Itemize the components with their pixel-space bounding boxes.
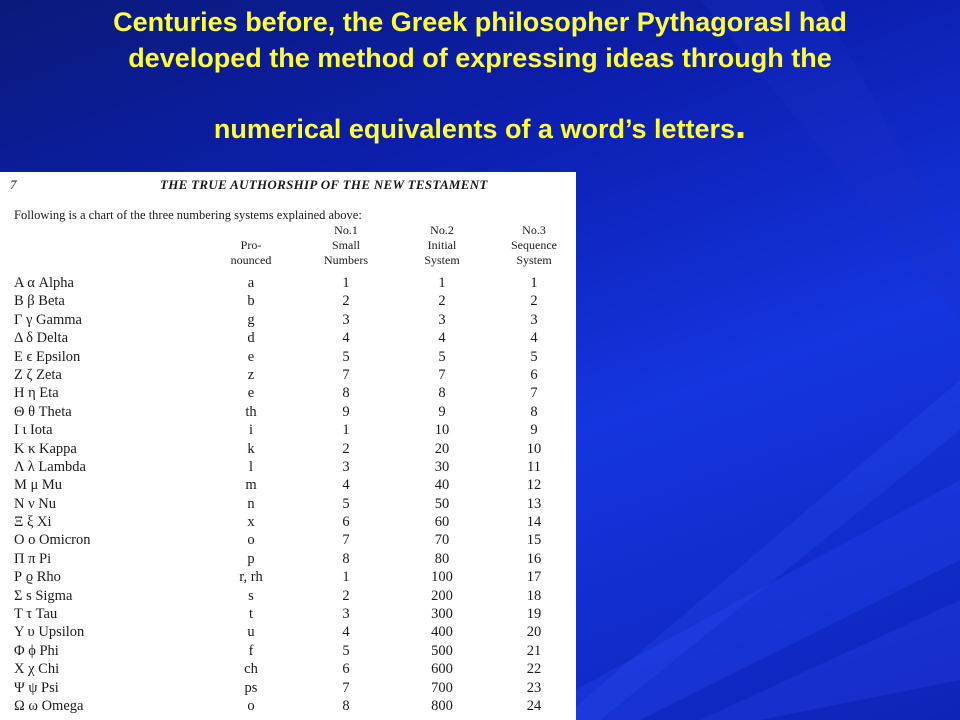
initial-system-cell: 8 <box>438 385 446 402</box>
pronounced-cell: b <box>247 293 255 310</box>
pronounced-cell: x <box>247 514 255 531</box>
pronounced-cell: s <box>248 587 254 604</box>
small-number-cell: 4 <box>342 330 350 347</box>
sequence-system-cell: 7 <box>530 385 538 402</box>
table-row <box>0 623 576 641</box>
small-number-cell: 2 <box>342 293 350 310</box>
pronounced-cell: o <box>247 697 255 714</box>
letter-name: Ο ο Omicron <box>14 532 91 549</box>
sequence-system-cell: 21 <box>526 642 542 659</box>
col-no3-line-1: No.3 <box>522 223 546 237</box>
page-number: 7 <box>10 177 17 192</box>
sequence-system-cell: 8 <box>530 403 538 420</box>
title-line-1: Centuries before, the Greek philosopher Pythagorasl had <box>113 7 847 37</box>
initial-system-cell: 5 <box>438 348 446 365</box>
column-header-no3 <box>489 223 576 268</box>
table-row <box>0 384 576 402</box>
pronounced-cell: z <box>247 366 255 383</box>
letter-name: Χ χ Chi <box>14 661 60 678</box>
small-number-cell: 7 <box>342 366 350 383</box>
sequence-system-cell: 9 <box>530 422 538 439</box>
letter-name: Γ γ Gamma <box>14 311 82 328</box>
initial-system-cell: 700 <box>431 679 453 696</box>
letter-name: Κ κ Kappa <box>14 440 77 457</box>
col-pronounced-line-1: Pro- <box>240 238 262 252</box>
letter-name: Τ τ Tau <box>14 606 58 623</box>
initial-system-cell: 60 <box>434 514 450 531</box>
pronounced-cell: f <box>248 642 254 659</box>
letter-name: Ι ι Iota <box>14 422 53 439</box>
pronounced-cell: ch <box>244 661 258 678</box>
pronounced-cell: t <box>248 606 254 623</box>
running-head: THE TRUE AUTHORSHIP OF THE NEW TESTAMENT <box>160 177 488 192</box>
initial-system-cell: 50 <box>434 495 450 512</box>
table-row <box>0 311 576 329</box>
table-row <box>0 660 576 678</box>
letter-name: Σ s Sigma <box>14 587 73 604</box>
small-number-cell: 8 <box>342 385 350 402</box>
initial-system-cell: 30 <box>434 458 450 475</box>
sequence-system-cell: 16 <box>526 550 542 567</box>
column-header-no1 <box>301 223 391 268</box>
column-header-pronounced <box>206 238 296 268</box>
table-row <box>0 366 576 384</box>
title-line-3-text: numerical equivalents of a word’s letters <box>213 114 736 144</box>
pronounced-cell: e <box>247 385 255 402</box>
table-row <box>0 531 576 549</box>
small-number-cell: 1 <box>342 569 350 586</box>
pronounced-cell: g <box>247 311 255 328</box>
numbering-table <box>0 274 576 715</box>
pronounced-cell: o <box>247 532 255 549</box>
small-number-cell: 6 <box>342 514 350 531</box>
initial-system-cell: 80 <box>434 550 450 567</box>
sequence-system-cell: 5 <box>530 348 538 365</box>
sequence-system-cell: 15 <box>526 532 542 549</box>
small-number-cell: 7 <box>342 532 350 549</box>
sequence-system-cell: 3 <box>530 311 538 328</box>
sequence-system-cell: 23 <box>526 679 542 696</box>
letter-name: Μ μ Mu <box>14 477 63 494</box>
col-no1-line-2: Small <box>331 238 360 252</box>
col-no1-line-1: No.1 <box>334 223 358 237</box>
letter-name: Θ θ Theta <box>14 403 72 420</box>
letter-name: Η η Eta <box>14 385 59 402</box>
col-no2-line-2: Initial <box>427 238 457 252</box>
pronounced-cell: i <box>248 422 254 439</box>
letter-name: Ρ ϱ Rho <box>14 569 61 586</box>
sequence-system-cell: 22 <box>526 661 542 678</box>
letter-name: Ψ ψ Psi <box>14 679 59 696</box>
sequence-system-cell: 10 <box>526 440 542 457</box>
table-row <box>0 440 576 458</box>
pronounced-cell: m <box>245 477 257 494</box>
pronounced-cell: l <box>248 458 254 475</box>
small-number-cell: 9 <box>342 403 350 420</box>
initial-system-cell: 800 <box>431 697 453 714</box>
initial-system-cell: 1 <box>438 275 446 291</box>
small-number-cell: 1 <box>342 422 350 439</box>
sequence-system-cell: 1 <box>530 275 538 291</box>
table-row <box>0 605 576 623</box>
letter-name: Ζ ζ Zeta <box>14 366 62 383</box>
letter-name: Α α Alpha <box>14 275 74 291</box>
initial-system-cell: 400 <box>431 624 453 641</box>
initial-system-cell: 7 <box>438 366 446 383</box>
sequence-system-cell: 24 <box>526 697 542 714</box>
sequence-system-cell: 12 <box>526 477 542 494</box>
table-row <box>0 274 576 292</box>
sequence-system-cell: 14 <box>526 514 542 531</box>
pronounced-cell: p <box>247 550 255 567</box>
initial-system-cell: 500 <box>431 642 453 659</box>
small-number-cell: 7 <box>342 679 350 696</box>
table-row <box>0 587 576 605</box>
sequence-system-cell: 6 <box>530 366 538 383</box>
pronounced-cell: u <box>247 624 255 641</box>
table-row <box>0 292 576 310</box>
col-no3-line-2: Sequence <box>511 238 557 252</box>
pronounced-cell: n <box>247 495 255 512</box>
scanned-book-page <box>0 172 576 720</box>
small-number-cell: 5 <box>342 495 350 512</box>
small-number-cell: 1 <box>342 275 350 291</box>
initial-system-cell: 2 <box>438 293 446 310</box>
column-header-no2 <box>397 223 487 268</box>
table-row <box>0 348 576 366</box>
col-pronounced-line-2: nounced <box>230 253 272 267</box>
initial-system-cell: 4 <box>438 330 446 347</box>
initial-system-cell: 300 <box>431 606 453 623</box>
letter-name: Λ λ Lambda <box>14 458 86 475</box>
title-line-3 <box>0 103 960 147</box>
pronounced-cell: e <box>247 348 255 365</box>
pronounced-cell: d <box>247 330 255 347</box>
small-number-cell: 6 <box>342 661 350 678</box>
table-row <box>0 421 576 439</box>
initial-system-cell: 20 <box>434 440 450 457</box>
initial-system-cell: 100 <box>431 569 453 586</box>
initial-system-cell: 40 <box>434 477 450 494</box>
table-row <box>0 329 576 347</box>
table-row <box>0 550 576 568</box>
initial-system-cell: 10 <box>434 422 450 439</box>
small-number-cell: 3 <box>342 458 350 475</box>
small-number-cell: 4 <box>342 624 350 641</box>
small-number-cell: 4 <box>342 477 350 494</box>
letter-name: Ξ ξ Xi <box>14 514 52 531</box>
table-row <box>0 495 576 513</box>
pronounced-cell: a <box>247 275 255 291</box>
initial-system-cell: 9 <box>438 403 446 420</box>
small-number-cell: 5 <box>342 642 350 659</box>
sequence-system-cell: 2 <box>530 293 538 310</box>
sequence-system-cell: 20 <box>526 624 542 641</box>
letter-name: Φ ϕ Phi <box>14 642 59 659</box>
letter-name: Ω ω Omega <box>14 697 84 714</box>
sequence-system-cell: 4 <box>530 330 538 347</box>
pronounced-cell: th <box>245 403 257 420</box>
small-number-cell: 3 <box>342 311 350 328</box>
initial-system-cell: 3 <box>438 311 446 328</box>
pronounced-cell: k <box>247 440 255 457</box>
table-row <box>0 679 576 697</box>
col-no2-line-1: No.2 <box>430 223 454 237</box>
pronounced-cell: r, rh <box>239 569 263 586</box>
table-row <box>0 458 576 476</box>
table-row <box>0 513 576 531</box>
initial-system-cell: 200 <box>431 587 453 604</box>
letter-name: Ν ν Nu <box>14 495 56 512</box>
sequence-system-cell: 11 <box>527 458 541 475</box>
sequence-system-cell: 18 <box>526 587 542 604</box>
small-number-cell: 3 <box>342 606 350 623</box>
letter-name: Ε ϵ Epsilon <box>14 348 81 365</box>
initial-system-cell: 70 <box>434 532 450 549</box>
small-number-cell: 5 <box>342 348 350 365</box>
letter-name: Β β Beta <box>14 293 65 310</box>
col-no1-line-3: Numbers <box>324 253 368 267</box>
chart-intro: Following is a chart of the three numbering systems explained above: <box>14 208 362 222</box>
initial-system-cell: 600 <box>431 661 453 678</box>
letter-name: Δ δ Delta <box>14 330 69 347</box>
small-number-cell: 2 <box>342 440 350 457</box>
table-row <box>0 642 576 660</box>
small-number-cell: 8 <box>342 550 350 567</box>
letter-name: Υ υ Upsilon <box>14 624 85 641</box>
small-number-cell: 2 <box>342 587 350 604</box>
title-line-2: developed the method of expressing ideas through the <box>128 43 832 73</box>
title-period: . <box>735 103 747 147</box>
table-row <box>0 476 576 494</box>
small-number-cell: 8 <box>342 697 350 714</box>
table-row <box>0 697 576 715</box>
table-row <box>0 403 576 421</box>
table-row <box>0 568 576 586</box>
sequence-system-cell: 13 <box>526 495 542 512</box>
letter-name: Π π Pi <box>14 550 52 567</box>
col-no2-line-3: System <box>424 253 460 267</box>
pronounced-cell: ps <box>244 679 258 696</box>
sequence-system-cell: 17 <box>526 569 542 586</box>
col-no3-line-3: System <box>516 253 552 267</box>
sequence-system-cell: 19 <box>526 606 542 623</box>
